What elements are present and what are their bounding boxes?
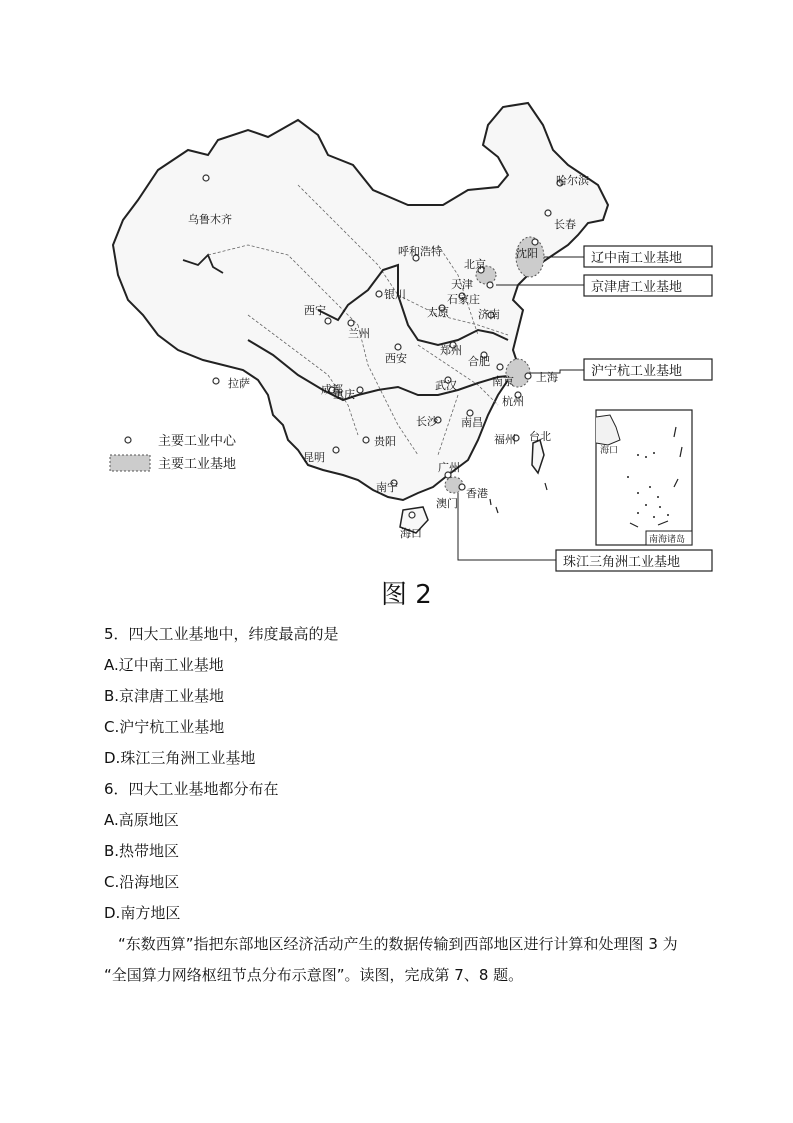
city-label-guiyang: 贵阳 — [374, 435, 396, 448]
city-label-changchun: 长春 — [554, 218, 576, 231]
city-label-xining: 西宁 — [304, 304, 326, 317]
city-label-aomen: 澳门 — [436, 497, 458, 510]
city-label-taiyuan: 太原 — [427, 306, 449, 319]
city-label-beijing: 北京 — [464, 258, 486, 271]
question-5-option-b: B.京津唐工业基地 — [104, 687, 225, 705]
city-label-taibei: 台北 — [529, 430, 551, 443]
city-label-wuhan: 武汉 — [435, 379, 457, 392]
legend-base-symbol — [110, 455, 150, 471]
question-6-stem: 6．四大工业基地都分布在 — [104, 780, 279, 798]
city-label-chengdu: 成都 — [321, 383, 343, 396]
intro-paragraph-line-2: “全国算力网络枢纽节点分布示意图”。读图，完成第 7、8 题。 — [104, 966, 524, 984]
city-marker-shanghai — [525, 373, 531, 379]
city-label-xianggang: 香港 — [466, 487, 488, 500]
question-5-option-d: D.珠江三角洲工业基地 — [104, 749, 256, 767]
question-5-option-a: A.辽中南工业基地 — [104, 656, 224, 674]
city-label-haerbin: 哈尔滨 — [556, 174, 589, 187]
city-marker-xian — [395, 344, 401, 350]
city-marker-nanjing — [497, 364, 503, 370]
taiwan-island — [532, 440, 544, 473]
question-6-option-d: D.南方地区 — [104, 904, 181, 922]
city-label-huhehaote: 呼和浩特 — [398, 245, 442, 258]
city-marker-guiyang — [363, 437, 369, 443]
city-label-lasa: 拉萨 — [228, 377, 250, 390]
south-china-sea-inset — [596, 410, 692, 545]
city-label-jinan: 济南 — [478, 308, 500, 321]
city-label-chongqing: 重庆 — [333, 388, 355, 401]
legend-base-label: 主要工业基地 — [158, 457, 237, 472]
city-marker-yinchuan — [376, 291, 382, 297]
city-label-hefei: 合肥 — [468, 355, 490, 368]
figure-caption: 图 2 — [381, 580, 432, 610]
base-label-liaozhongnan: 辽中南工业基地 — [591, 251, 683, 266]
city-marker-lanzhou — [348, 320, 354, 326]
city-label-guangzhou: 广州 — [438, 461, 460, 474]
city-label-changsha: 长沙 — [416, 415, 438, 428]
china-industry-map-figure — [98, 95, 720, 615]
intro-paragraph-line-1: “东数西算”指把东部地区经济活动产生的数据传输到西部地区进行计算和处理图 3 为 — [118, 935, 678, 953]
city-label-shijiazhuang: 石家庄 — [447, 293, 480, 306]
inset-haikou-label: 海口 — [600, 446, 619, 456]
city-marker-changchun — [545, 210, 551, 216]
city-marker-shenyang — [532, 239, 538, 245]
city-marker-xianggang — [459, 484, 465, 490]
city-label-xian: 西安 — [385, 352, 407, 365]
city-marker-chongqing — [357, 387, 363, 393]
city-label-nanjing: 南京 — [492, 375, 514, 388]
question-6-option-c: C.沿海地区 — [104, 873, 180, 891]
legend-center-label: 主要工业中心 — [158, 434, 237, 449]
city-label-haikou: 海口 — [400, 527, 422, 540]
city-label-fuzhou: 福州 — [494, 433, 516, 446]
city-marker-haikou — [409, 512, 415, 518]
base-label-huninghang: 沪宁杭工业基地 — [591, 364, 683, 379]
question-6-option-a: A.高原地区 — [104, 811, 179, 829]
city-label-yinchuan: 银川 — [384, 288, 406, 301]
city-label-hangzhou: 杭州 — [502, 395, 524, 408]
city-label-tianjin: 天津 — [451, 278, 473, 291]
city-label-nanchang: 南昌 — [461, 416, 483, 429]
question-5-stem: 5．四大工业基地中，纬度最高的是 — [104, 625, 339, 643]
city-label-wulumuqi: 乌鲁木齐 — [188, 213, 232, 226]
base-label-zhujiang: 珠江三角洲工业基地 — [563, 555, 681, 570]
city-marker-lasa — [213, 378, 219, 384]
city-label-zhengzhou: 郑州 — [440, 344, 462, 357]
inset-label: 南海诸岛 — [649, 535, 686, 545]
map-legend — [110, 433, 237, 472]
city-marker-tianjin — [487, 282, 493, 288]
city-label-lanzhou: 兰州 — [348, 327, 370, 340]
legend-center-symbol — [125, 437, 131, 443]
city-marker-wulumuqi — [203, 175, 209, 181]
question-5-option-c: C.沪宁杭工业基地 — [104, 718, 225, 736]
question-6-option-b: B.热带地区 — [104, 842, 180, 860]
city-label-kunming: 昆明 — [303, 451, 325, 464]
city-label-nanning: 南宁 — [376, 481, 398, 494]
city-label-shanghai: 上海 — [536, 371, 558, 384]
leader-line-zhujiang — [458, 493, 556, 560]
city-marker-kunming — [333, 447, 339, 453]
city-label-shenyang: 沈阳 — [516, 247, 538, 260]
city-marker-xining — [325, 318, 331, 324]
base-label-jingjintang: 京津唐工业基地 — [591, 280, 683, 295]
